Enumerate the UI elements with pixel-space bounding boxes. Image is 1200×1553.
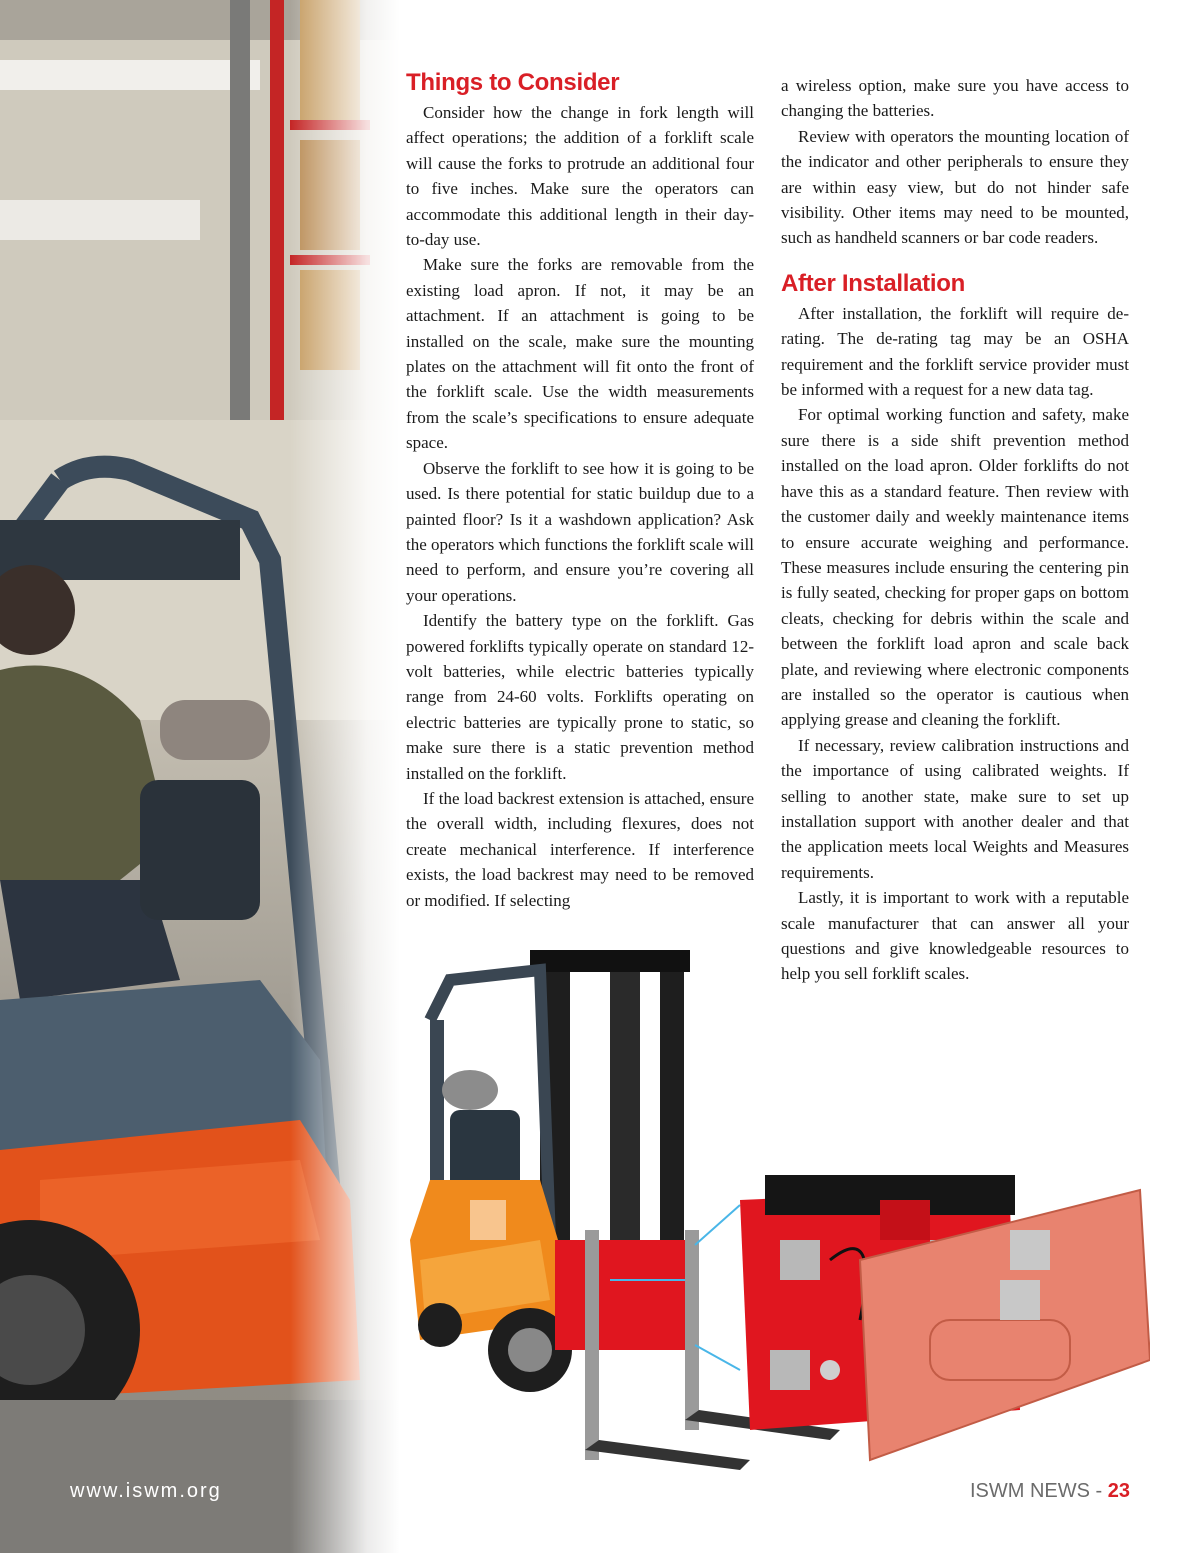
paragraph: If necessary, review calibration instructions and the importance of using calibrated weights. If selling to another state, make sure to set up installation support with another dealer and that the application meets local Weights and Measures requirements. [781, 735, 1129, 882]
paragraph: Make sure the forks are removable from the existing load apron. If not, it may be an attachment. If an attachment is going to be installed on the scale, make sure the mounting plates on the attachment will fit onto the front of the forklift scale. Use the width measurements from the scale’s specifications to ensure adequate space. [406, 255, 754, 453]
heading-after-installation: After Installation [781, 269, 965, 297]
paragraph: Observe the forklift to see how it is going to be used. Is there potential for static buildup due to a painted floor? Is it a washdown application? Ask the operators which functions the forklift scale will need to perform, and ensure you’re covering all your operations. [406, 458, 754, 605]
heading-things-to-consider: Things to Consider [406, 69, 620, 96]
page-number: 23 [1107, 1480, 1130, 1502]
paragraph: Consider how the change in fork length will affect operations; the addition of a forklift scale will cause the forks to protrude an additional four to five inches. Make sure the operators can accommodate this additional length in their day-to-day use. [406, 103, 754, 250]
left-text-column [406, 68, 754, 913]
website-url: www.iswm.org [70, 1480, 222, 1502]
photo-fade-overlay [290, 0, 400, 1553]
paragraph: Identify the battery type on the forklift. Gas powered forklifts typically operate on standard 12-volt batteries, while electric batteries typically range from 24-60 volts. Forklifts operating on electric batteries are typically prone to static, so make sure there is a static prevention method installed on the forklift. [406, 611, 754, 783]
paragraph-continuation: a wireless option, make sure you have access to changing the batteries. [781, 76, 1129, 121]
forklift-scale-diagram [410, 940, 1150, 1480]
paragraph: If the load backrest extension is attached, ensure the overall width, including flexures, does not create mechanical interference. If interference exists, the load backrest may need to be removed or modified. If selecting [406, 788, 754, 910]
forklift-scale-illustration [410, 940, 1150, 1480]
paragraph: After installation, the forklift will require de-rating. The de-rating tag may be an OSHA requirement and the forklift service provider must be informed with a request for a new data tag. [781, 303, 1129, 400]
paragraph: Review with operators the mounting location of the indicator and other peripherals to ensure they are within easy view, but do not hinder safe visibility. Other items may need to be mounted, such as handheld scanners or bar code readers. [781, 126, 1129, 248]
right-text-column [781, 73, 1129, 987]
forklift-operator-photo [0, 0, 400, 1553]
publication-name: ISWM NEWS - [969, 1480, 1108, 1502]
paragraph: For optimal working function and safety, make sure there is a side shift prevention method installed on the load apron. Older forklifts do not have this as a standard feature. Then review with the customer daily and weekly maintenance items to ensure accurate weighing and performance. These measures include ensuring the centering pin is fully seated, checking for proper gaps on bottom cleats, checking for debris within the scale and between the forklift load apron and scale back plate, and reviewing where electronic components are installed so the operator is cautious when applying grease and cleaning the forklift. [781, 405, 1129, 730]
page-footer [970, 1480, 1130, 1503]
paragraph: Lastly, it is important to work with a reputable scale manufacturer that can answer all your questions and give knowledgeable resources to help you sell forklift scales. [781, 888, 1129, 984]
